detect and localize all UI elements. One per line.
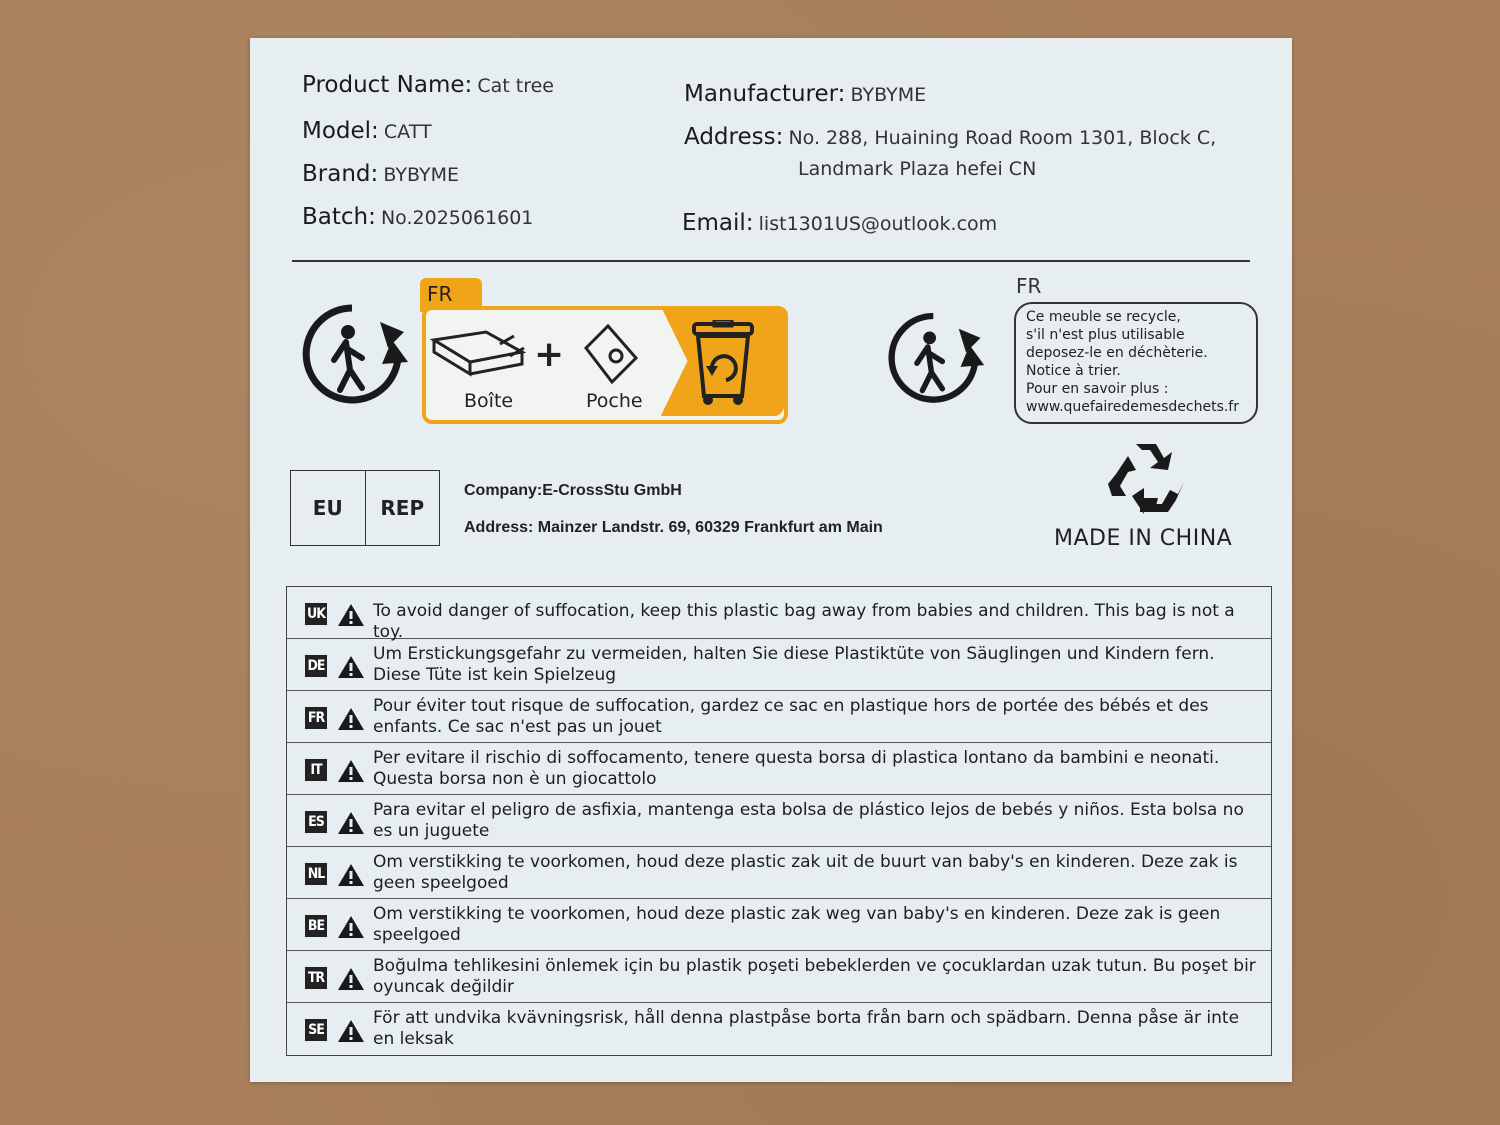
- warning-row-tr: [287, 951, 1271, 1003]
- recycle-arrows-icon: [1106, 438, 1186, 516]
- manufacturer-value: BYBYME: [850, 84, 927, 106]
- model-row: [302, 118, 432, 144]
- eu-label: EU: [291, 471, 366, 545]
- warning-text: Para evitar el peligro de asfixia, mantenga esta bolsa de plástico lejos de bebés y niños. Esta bolsa no es un juguete: [373, 800, 1244, 841]
- batch-label: Batch:: [302, 204, 376, 230]
- warning-triangle-icon: [337, 759, 365, 787]
- warning-triangle-icon: [337, 967, 365, 995]
- recycle-note-line: Ce meuble se recycle,: [1026, 309, 1181, 325]
- country-code: TR: [305, 967, 327, 989]
- recycle-note-line: s'il n'est plus utilisable: [1026, 327, 1185, 343]
- model-label: Model:: [302, 118, 379, 144]
- email-value: list1301US@outlook.com: [758, 213, 998, 235]
- recycle-note: [1014, 302, 1258, 424]
- warning-row-es: [287, 795, 1271, 847]
- warning-text: Boğulma tehlikesini önlemek için bu plastik poşeti bebeklerden ve çocuklardan uzak tutun. Bu poşet bir oyuncak değildir: [373, 956, 1256, 997]
- recycle-note-line: www.quefairedemesdechets.fr: [1026, 399, 1239, 415]
- country-code: NL: [305, 863, 327, 885]
- pouch-caption: Poche: [586, 390, 643, 412]
- warning-text: Per evitare il rischio di soffocamento, tenere questa borsa di plastica lontano da bambini e neonati. Questa borsa non è un giocattolo: [373, 748, 1220, 789]
- address-label: Address:: [684, 124, 784, 150]
- triman-icon-right: [886, 308, 986, 404]
- brand-label: Brand:: [302, 161, 379, 187]
- recycle-note-line: Notice à trier.: [1026, 363, 1121, 379]
- eu-address: Address: Mainzer Landstr. 69, 60329 Frankfurt am Main: [464, 519, 883, 536]
- country-code: UK: [305, 603, 327, 625]
- country-code: FR: [305, 707, 327, 729]
- eu-company: Company:E-CrossStu GmbH: [464, 482, 682, 499]
- warning-text: To avoid danger of suffocation, keep this plastic bag away from babies and children. This bag is not a toy.: [373, 601, 1235, 642]
- product-label: [250, 38, 1292, 1082]
- warning-row-nl: [287, 847, 1271, 899]
- warning-table: [286, 586, 1272, 1056]
- recycling-bin-icon: [690, 320, 756, 406]
- product-name-row: [302, 72, 554, 98]
- warning-row-uk: [287, 587, 1271, 642]
- batch-value: No.2025061601: [380, 207, 534, 229]
- product-name-value: Cat tree: [477, 75, 554, 97]
- warning-triangle-icon: [337, 811, 365, 839]
- model-value: CATT: [383, 121, 432, 143]
- batch-row: [302, 204, 533, 230]
- divider: [292, 260, 1250, 262]
- eu-rep-box: [290, 470, 440, 546]
- warning-row-fr: [287, 691, 1271, 743]
- address-line1: No. 288, Huaining Road Room 1301, Block C,: [788, 127, 1217, 149]
- warning-text: För att undvika kvävningsrisk, håll denna plastpåse borta från barn och spädbarn. Denna påse är inte en leksak: [373, 1008, 1240, 1049]
- warning-text: Um Erstickungsgefahr zu vermeiden, halten Sie diese Plastiktüte von Säuglingen und Kindern fern. Diese Tüte ist kein Spielzeug: [373, 644, 1215, 685]
- brand-row: [302, 161, 459, 187]
- recycle-note-line: Pour en savoir plus :: [1026, 381, 1169, 397]
- warning-row-de: [287, 639, 1271, 691]
- country-code: SE: [305, 1019, 327, 1041]
- box-icon: [430, 326, 526, 382]
- box-caption: Boîte: [464, 390, 514, 412]
- triman-icon: [300, 300, 410, 404]
- fr-tag-left: FR: [427, 282, 453, 306]
- brand-value: BYBYME: [383, 164, 459, 186]
- warning-triangle-icon: [337, 1019, 365, 1047]
- warning-triangle-icon: [337, 863, 365, 891]
- pouch-icon: [578, 322, 642, 386]
- plus-sign: +: [534, 334, 565, 375]
- warning-triangle-icon: [337, 707, 365, 735]
- manufacturer-row: [684, 81, 926, 107]
- warning-row-it: [287, 743, 1271, 795]
- fr-tag-right: FR: [1016, 274, 1042, 298]
- warning-triangle-icon: [337, 603, 365, 631]
- manufacturer-label: Manufacturer:: [684, 81, 846, 107]
- warning-text: Om verstikking te voorkomen, houd deze plastic zak uit de buurt van baby's en kinderen. Deze zak is geen speelgoed: [373, 852, 1238, 893]
- address-line2: Landmark Plaza hefei CN: [798, 158, 1037, 180]
- country-code: ES: [305, 811, 327, 833]
- email-row: [682, 210, 997, 236]
- email-label: Email:: [682, 210, 754, 236]
- address-row: [684, 124, 1216, 150]
- warning-text: Pour éviter tout risque de suffocation, gardez ce sac en plastique hors de portée des bébés et des enfants. Ce sac n'est pas un jouet: [373, 696, 1209, 737]
- product-name-label: Product Name:: [302, 72, 473, 98]
- warning-triangle-icon: [337, 655, 365, 683]
- country-code: DE: [305, 655, 327, 677]
- warning-text: Om verstikking te voorkomen, houd deze plastic zak weg van baby's en kinderen. Deze zak is geen speelgoed: [373, 904, 1221, 945]
- rep-label: REP: [380, 496, 425, 520]
- warning-row-be: [287, 899, 1271, 951]
- country-code: IT: [305, 759, 327, 781]
- recycle-note-line: deposez-le en déchèterie.: [1026, 345, 1208, 361]
- warning-triangle-icon: [337, 915, 365, 943]
- country-code: BE: [305, 915, 327, 937]
- warning-row-se: [287, 1003, 1271, 1055]
- made-in-china: MADE IN CHINA: [1054, 526, 1233, 551]
